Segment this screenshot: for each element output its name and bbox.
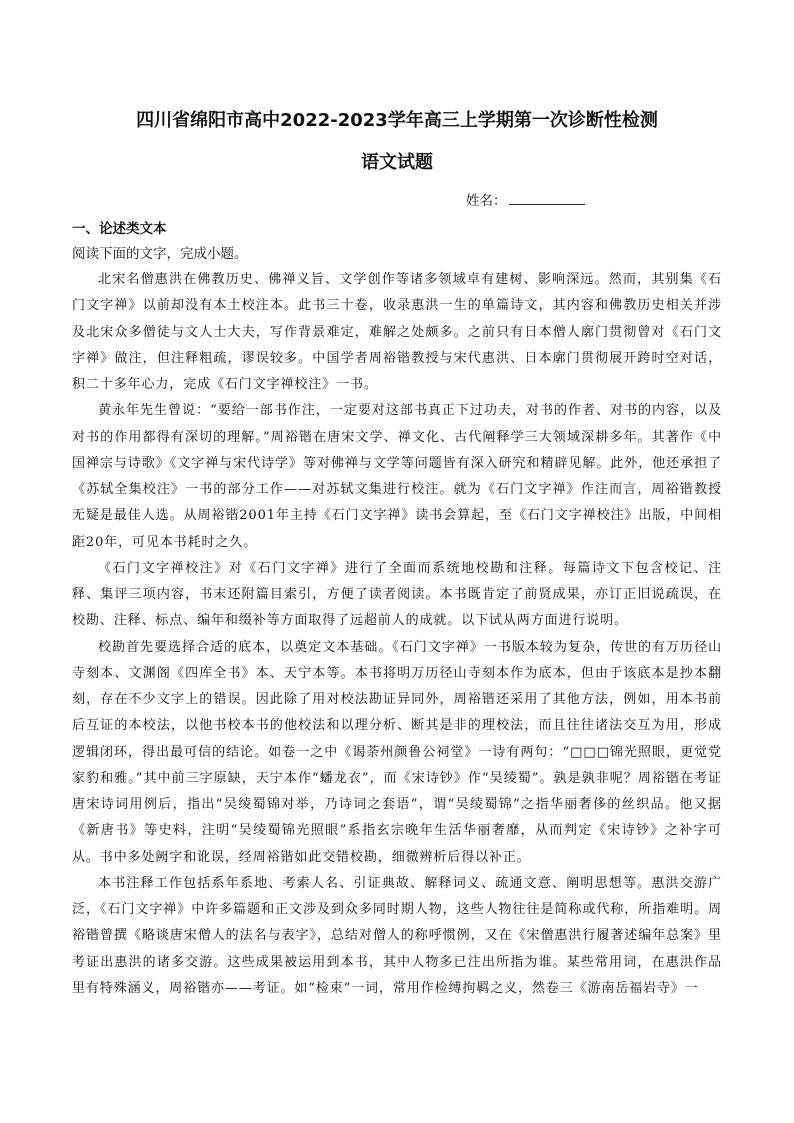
section-heading: 一、论述类文本 xyxy=(72,221,167,237)
name-blank-line xyxy=(509,191,585,205)
document-title: 四川省绵阳市高中2022-2023学年高三上学期第一次诊断性检测 xyxy=(136,110,658,131)
document-subtitle: 语文试题 xyxy=(361,152,433,173)
instruction-text: 阅读下面的文字，完成小题。 xyxy=(72,246,248,262)
paragraph-4: 校勘首先要选择合适的底本，以奠定文本基础。《石门文字禅》一书版本较为复杂，传世的有万历径山寺刻本、文渊阁《四库全书》本、天宁本等。本书将明万历径山寺刻本作为底本，但由于该底本是抄本翻刻，存在不少文字上的错误。因此除了用对校法勘证异同外，周裕锴还采用了其他方法，例如，用本书前后互证的本校法，以他书校本书的他校法和以理分析、断其是非的理校法，而且往往诸法交互为用，形成逻辑闭环，得出最可信的结论。如卷一之中《谒荼州颜鲁公祠堂》一诗有两句：“□□□锦光照眼，更觉党家豹和雅。”其中前三字原缺，天宁本作“蟠龙衣”，而《宋诗钞》作“吴绫蜀”。孰是孰非呢？周裕锴在考证唐宋诗词用例后，指出“吴绫蜀锦对举，乃诗词之套语”，谓“吴绫蜀锦”之指华丽奢侈的丝织品。他又据《新唐书》等史料，注明“吴绫蜀锦光照眼”系指玄宗晚年生活华丽奢靡，从而判定《宋诗钞》之补字可从。书中多处阙字和讹误，经周裕锴如此交错校勘，细微辨析后得以补正。 xyxy=(72,639,722,865)
paragraph-5: 本书注释工作包括系年系地、考索人名、引证典故、解释词义、疏通文意、阐明思想等。惠洪交游广泛，《石门文字禅》中许多篇题和正文涉及到众多同时期人物，这些人物往往是简称或代称，所指难明。周裕锴曾撰《略谈唐宋僧人的法名与表字》，总结对僧人的称呼惯例，又在《宋僧惠洪行履著述编年总案》里考证出惠洪的诸多交游。这些成果被运用到本书，其中人物多已注出所指为谁。某些常用词，在惠洪作品里有特殊涵义，周裕锴亦——考证。如“检束”一词，常用作检缚拘羁之义，然卷三《游南岳福岩寺》一 xyxy=(72,875,722,996)
paragraph-1: 北宋名僧惠洪在佛教历史、佛禅义旨、文学创作等诸多领域卓有建树、影响深远。然而，其别集《石门文字禅》以前却没有本土校注本。此书三十卷，收录惠洪一生的单篇诗文，其内容和佛教历史相关并涉及北宋众多僧徒与文人士大夫，写作背景难定，难解之处颇多。之前只有日本僧人廓门贯彻曾对《石门文字禅》做注，但注释粗疏，谬误较多。中国学者周裕锴教授与宋代惠洪、日本廓门贯彻展开跨时空对话，积二十多年心力，完成《石门文字禅校注》一书。 xyxy=(72,272,722,392)
name-field-row xyxy=(466,189,585,209)
paragraph-2: 黄永年先生曾说：“要给一部书作注，一定要对这部书真正下过功夫，对书的作者、对书的内容，以及对书的作用都得有深切的理解。”周裕锴在唐宋文学、禅文化、古代阐释学三大领域深耕多年。其著作《中国禅宗与诗歌》《文字禅与宋代诗学》等对佛禅与文学等问题皆有深入研究和精辟见解。此外，他还承担了《苏轼全集校注》一书的部分工作——对苏轼文集进行校注。就为《石门文字禅》作注而言，周裕锴教授无疑是最佳人选。从周裕锴2001年主持《石门文字禅》读书会算起，至《石门文字禅校注》出版，中间相距20年，可见本书耗时之久。 xyxy=(72,403,722,550)
name-label: 姓名： xyxy=(466,193,507,209)
passage-body xyxy=(72,267,722,1002)
paragraph-3: 《石门文字禅校注》对《石门文字禅》进行了全面而系统地校勘和注释。每篇诗文下包含校记、注释、集评三项内容，书末还附篇目索引，方便了读者阅读。本书既肯定了前贤成果，亦订正旧说疏误，在校勘、注释、标点、编年和缀补等方面取得了远超前人的成就。以下试从两方面进行说明。 xyxy=(72,560,722,629)
